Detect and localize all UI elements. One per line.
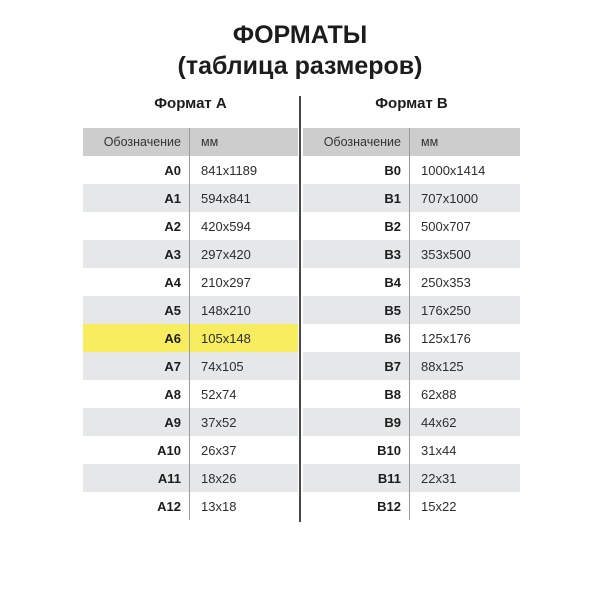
table-row bbox=[83, 296, 298, 324]
table-header-row bbox=[83, 128, 298, 156]
format-size-mm: 37x52 bbox=[201, 414, 237, 430]
page-title bbox=[0, 20, 600, 82]
format-size-mm: 62x88 bbox=[421, 386, 457, 402]
format-designation: A12 bbox=[83, 492, 190, 520]
format-designation: A9 bbox=[83, 408, 190, 436]
format-size-mm: 707x1000 bbox=[421, 190, 479, 206]
format-size-mm: 353x500 bbox=[421, 246, 471, 262]
format-designation: B0 bbox=[303, 156, 410, 184]
format-size-mm: 44x62 bbox=[421, 414, 457, 430]
table-row bbox=[303, 324, 520, 352]
section-header-format-a: Формат А bbox=[154, 95, 227, 112]
format-size-mm: 500x707 bbox=[421, 218, 471, 234]
format-a-rows bbox=[83, 156, 298, 520]
table-row bbox=[83, 464, 298, 492]
format-size-mm: 22x31 bbox=[421, 470, 457, 486]
table-row bbox=[303, 268, 520, 296]
format-size-mm: 841x1189 bbox=[201, 162, 258, 178]
table-row bbox=[303, 184, 520, 212]
format-designation: A1 bbox=[83, 184, 190, 212]
table-row bbox=[83, 156, 298, 184]
format-designation: B1 bbox=[303, 184, 410, 212]
table-row bbox=[83, 436, 298, 464]
format-size-mm: 250x353 bbox=[421, 274, 471, 290]
format-designation: A4 bbox=[83, 268, 190, 296]
format-size-mm: 52x74 bbox=[201, 386, 237, 402]
format-b-table bbox=[303, 128, 520, 520]
section-header-format-b: Формат В bbox=[375, 95, 448, 112]
table-row bbox=[303, 212, 520, 240]
format-size-mm: 148x210 bbox=[201, 302, 251, 318]
table-row bbox=[303, 436, 520, 464]
format-size-mm: 18x26 bbox=[201, 470, 237, 486]
table-row bbox=[83, 408, 298, 436]
table-row bbox=[303, 380, 520, 408]
format-size-mm: 210x297 bbox=[201, 274, 251, 290]
format-designation: A7 bbox=[83, 352, 190, 380]
format-size-mm: 105x148 bbox=[201, 330, 251, 346]
format-b-rows bbox=[303, 156, 520, 520]
table-row bbox=[83, 212, 298, 240]
format-designation: B7 bbox=[303, 352, 410, 380]
format-size-mm: 125x176 bbox=[421, 330, 471, 346]
format-designation: A8 bbox=[83, 380, 190, 408]
format-designation: B12 bbox=[303, 492, 410, 520]
table-row bbox=[83, 184, 298, 212]
format-size-mm: 15x22 bbox=[421, 498, 457, 514]
column-header-mm: мм bbox=[421, 135, 439, 149]
format-size-mm: 594x841 bbox=[201, 190, 251, 206]
format-designation: B2 bbox=[303, 212, 410, 240]
table-row-highlighted bbox=[83, 324, 298, 352]
column-header-designation: Обозначение bbox=[83, 128, 190, 156]
format-size-mm: 13x18 bbox=[201, 498, 237, 514]
table-row bbox=[303, 492, 520, 520]
format-designation: B11 bbox=[303, 464, 410, 492]
format-size-mm: 31x44 bbox=[421, 442, 457, 458]
table-row bbox=[83, 492, 298, 520]
table-row bbox=[83, 352, 298, 380]
format-size-mm: 176x250 bbox=[421, 302, 471, 318]
table-row bbox=[83, 268, 298, 296]
format-designation: A11 bbox=[83, 464, 190, 492]
format-designation: A0 bbox=[83, 156, 190, 184]
table-row bbox=[303, 240, 520, 268]
column-header-mm: мм bbox=[201, 135, 219, 149]
format-designation: B4 bbox=[303, 268, 410, 296]
center-divider-line bbox=[299, 96, 301, 522]
table-row bbox=[303, 296, 520, 324]
table-row bbox=[303, 464, 520, 492]
table-row bbox=[83, 240, 298, 268]
format-designation: A2 bbox=[83, 212, 190, 240]
format-designation: B5 bbox=[303, 296, 410, 324]
table-row bbox=[83, 380, 298, 408]
table-row bbox=[303, 352, 520, 380]
page-title-line1: ФОРМАТЫ bbox=[232, 21, 368, 49]
format-size-mm: 1000x1414 bbox=[421, 162, 486, 178]
format-size-mm: 88x125 bbox=[421, 358, 464, 374]
format-size-mm: 297x420 bbox=[201, 246, 251, 262]
formats-size-table bbox=[83, 93, 520, 523]
format-designation: A5 bbox=[83, 296, 190, 324]
column-header-designation: Обозначение bbox=[303, 128, 410, 156]
format-designation: B9 bbox=[303, 408, 410, 436]
format-designation: A6 bbox=[83, 324, 190, 352]
format-size-mm: 74x105 bbox=[201, 358, 244, 374]
table-row bbox=[303, 156, 520, 184]
format-designation: A3 bbox=[83, 240, 190, 268]
page-title-line2: (таблица размеров) bbox=[177, 52, 423, 80]
format-designation: B10 bbox=[303, 436, 410, 464]
format-designation: B6 bbox=[303, 324, 410, 352]
format-size-mm: 26x37 bbox=[201, 442, 237, 458]
format-designation: A10 bbox=[83, 436, 190, 464]
table-row bbox=[303, 408, 520, 436]
format-designation: B8 bbox=[303, 380, 410, 408]
format-a-table bbox=[83, 128, 298, 520]
table-header-row bbox=[303, 128, 520, 156]
format-size-mm: 420x594 bbox=[201, 218, 251, 234]
format-designation: B3 bbox=[303, 240, 410, 268]
